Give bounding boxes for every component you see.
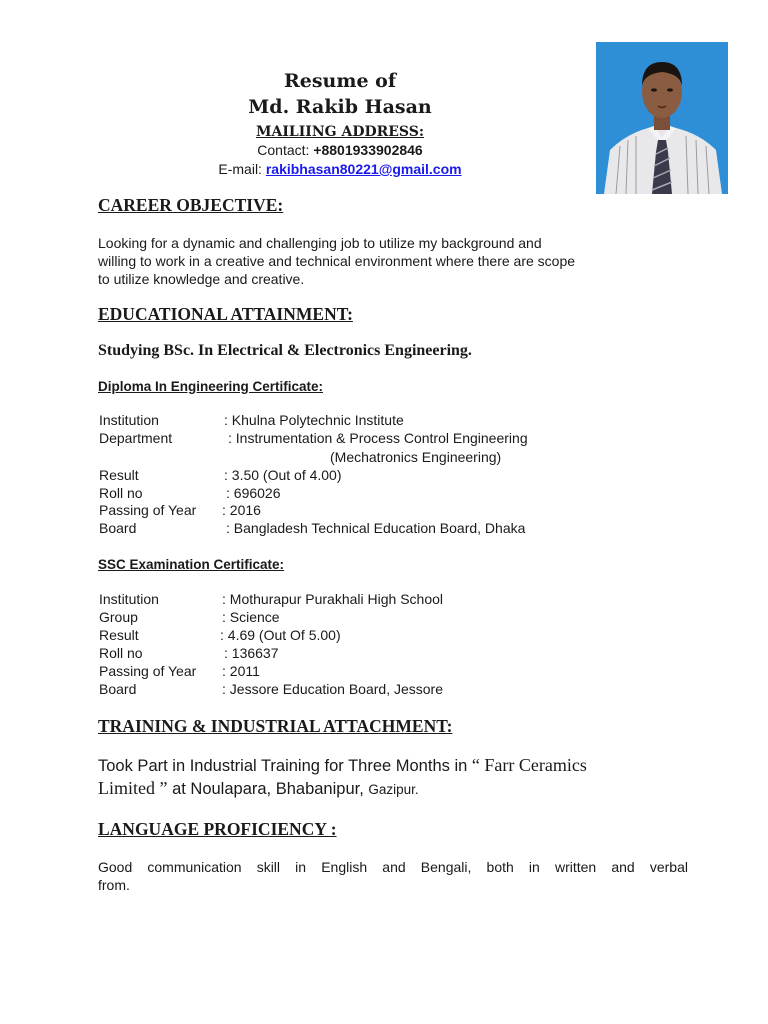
diploma-value-board: : Bangladesh Technical Education Board, Dhaka xyxy=(226,520,526,536)
ssc-value-institution: : Mothurapur Purakhali High School xyxy=(222,591,444,607)
diploma-value-roll: : 696026 xyxy=(226,485,281,501)
training-line-1 xyxy=(98,755,587,776)
career-objective-text xyxy=(98,234,690,288)
diploma-label-board: Board xyxy=(99,520,137,536)
ssc-value-roll: : 136637 xyxy=(224,645,279,661)
training-city: Gazipur. xyxy=(368,782,419,797)
training-line-2 xyxy=(98,778,419,799)
ssc-label-board: Board xyxy=(99,681,137,697)
diploma-label-result: Result xyxy=(99,467,139,483)
mailing-address-label: MAILIING ADDRESS: xyxy=(255,124,424,140)
training-company-end: Limited ” xyxy=(98,778,168,798)
profile-photo xyxy=(596,42,728,194)
profile-photo-graphic xyxy=(596,42,728,194)
diploma-label-roll: Roll no xyxy=(99,485,143,501)
career-objective-line: Looking for a dynamic and challenging job to utilize my background and xyxy=(98,235,542,251)
ssc-label-passing-year: Passing of Year xyxy=(99,663,197,679)
career-objective-line: to utilize knowledge and creative. xyxy=(98,271,305,287)
diploma-label-department: Department xyxy=(99,430,173,446)
diploma-label-institution: Institution xyxy=(99,412,159,428)
career-objective-heading: CAREER OBJECTIVE: xyxy=(98,195,284,215)
resume-title: Resume of xyxy=(283,70,397,92)
ssc-value-result: : 4.69 (Out Of 5.00) xyxy=(220,627,341,643)
diploma-heading: Diploma In Engineering Certificate: xyxy=(98,379,324,394)
studying-line: Studying BSc. In Electrical & Electronics Engineering. xyxy=(98,342,472,359)
education-heading: EDUCATIONAL ATTAINMENT: xyxy=(98,304,353,324)
training-text: Took Part in Industrial Training for Three Months in xyxy=(98,757,472,775)
diploma-value-department-sub: (Mechatronics Engineering) xyxy=(330,449,502,465)
ssc-value-passing-year: : 2011 xyxy=(222,663,260,679)
email-link[interactable]: rakibhasan80221@gmail.com xyxy=(265,161,462,177)
email-label: E-mail: xyxy=(218,161,266,177)
language-text xyxy=(98,858,688,894)
language-heading: LANGUAGE PROFICIENCY : xyxy=(98,819,337,839)
ssc-label-group: Group xyxy=(99,609,138,625)
contact-phone: +8801933902846 xyxy=(313,142,423,158)
diploma-value-department: : Instrumentation & Process Control Engineering xyxy=(228,430,528,446)
diploma-value-result: : 3.50 (Out of 4.00) xyxy=(224,467,342,483)
ssc-label-result: Result xyxy=(99,627,139,643)
ssc-label-institution: Institution xyxy=(99,591,159,607)
contact-label: Contact: xyxy=(257,142,314,158)
language-line: from. xyxy=(98,877,130,893)
ssc-value-board: : Jessore Education Board, Jessore xyxy=(222,681,444,697)
diploma-value-passing-year: : 2016 xyxy=(222,502,261,518)
training-heading: TRAINING & INDUSTRIAL ATTACHMENT: xyxy=(98,716,453,736)
candidate-name: Md. Rakib Hasan xyxy=(248,96,432,118)
training-location: at Noulapara, Bhabanipur, xyxy=(167,780,369,798)
ssc-heading: SSC Examination Certificate: xyxy=(98,557,285,572)
career-objective-line: willing to work in a creative and technical environment where there are scope xyxy=(98,253,576,269)
contact-line xyxy=(0,142,680,158)
diploma-value-institution: : Khulna Polytechnic Institute xyxy=(224,412,404,428)
ssc-label-roll: Roll no xyxy=(99,645,143,661)
diploma-label-passing-year: Passing of Year xyxy=(99,502,197,518)
language-line: Good communication skill in English and Bengali, both in written and verbal xyxy=(98,859,688,875)
ssc-value-group: : Science xyxy=(222,609,280,625)
training-company: “ Farr Ceramics xyxy=(471,755,587,775)
email-line xyxy=(0,161,680,177)
